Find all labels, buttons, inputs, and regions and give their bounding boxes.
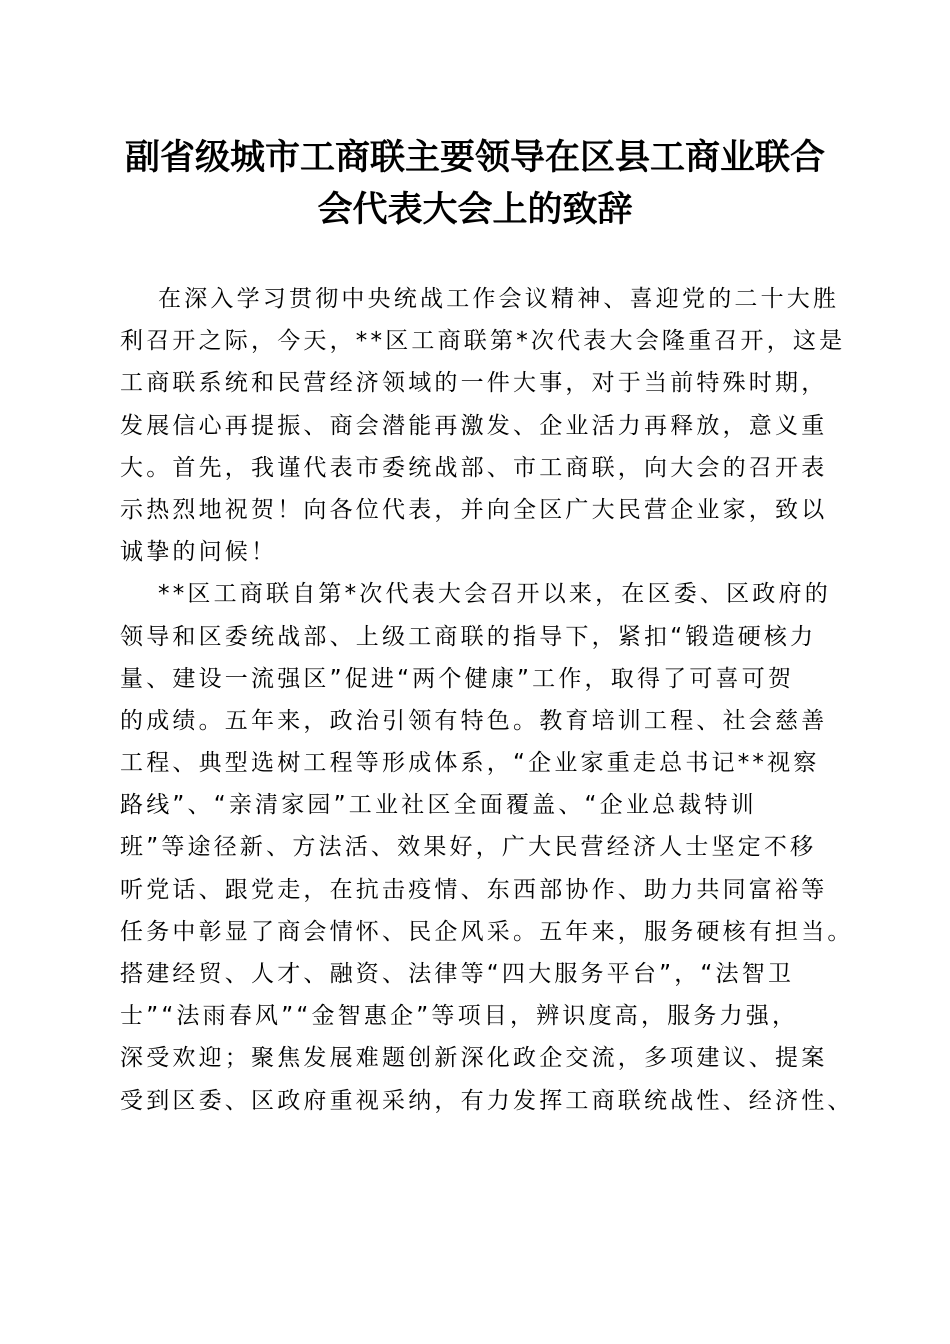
paragraph-2-line: 量、建设一流强区”促进“两个健康”工作，取得了可喜可贺 — [120, 665, 795, 692]
document-body — [120, 278, 854, 1122]
paragraph-1-line: 发展信心再提振、商会潜能再激发、企业活力再释放，意义重 — [120, 412, 828, 439]
paragraph-2-line: 工程、典型选树工程等形成体系，“企业家重走总书记**视察 — [120, 750, 820, 777]
paragraph-2-line: 班”等途径新、方法活、效果好，广大民营经济人士坚定不移 — [120, 834, 817, 861]
paragraph-2-line: 任务中彰显了商会情怀、民企风采。五年来，服务硬核有担当。 — [120, 918, 854, 945]
paragraph-2-line: 搭建经贸、人才、融资、法律等“四大服务平台”，“法智卫 — [120, 961, 795, 987]
paragraph-2-line: **区工商联自第*次代表大会召开以来，在区委、区政府的 — [158, 581, 831, 608]
paragraph-2-line: 路线”、“亲清家园”工业社区全面覆盖、“企业总裁特训 — [120, 792, 757, 819]
paragraph-1-line: 示热烈地祝贺！向各位代表，并向全区广大民营企业家，致以 — [120, 496, 828, 523]
document-title — [100, 132, 850, 236]
paragraph-1-line: 大。首先，我谨代表市委统战部、市工商联，向大会的召开表 — [120, 454, 828, 481]
title-line-1: 副省级城市工商联主要领导在区县工商业联合 — [124, 137, 825, 178]
paragraph-2-line: 领导和区委统战部、上级工商联的指导下，紧扣“锻造硬核力 — [120, 623, 817, 650]
paragraph-1-line: 诚挚的问候！ — [120, 539, 278, 566]
paragraph-2-line: 的成绩。五年来，政治引领有特色。教育培训工程、社会慈善 — [120, 707, 828, 734]
paragraph-1-line: 在深入学习贯彻中央统战工作会议精神、喜迎党的二十大胜 — [158, 286, 840, 312]
paragraph-2-line: 士”“法雨春风”“金智惠企”等项目，辨识度高，服务力强， — [120, 1003, 799, 1030]
paragraph-2-line: 听党话、跟党走，在抗击疫情、东西部协作、助力共同富裕等 — [120, 876, 828, 903]
paragraph-2-line: 深受欢迎；聚焦发展难题创新深化政企交流，多项建议、提案 — [120, 1045, 828, 1072]
paragraph-1-line: 工商联系统和民营经济领域的一件大事，对于当前特殊时期， — [120, 370, 828, 397]
title-line-2: 会代表大会上的致辞 — [317, 189, 633, 230]
paragraph-2-line: 受到区委、区政府重视采纳，有力发挥工商联统战性、经济性、 — [120, 1087, 854, 1114]
paragraph-1-line: 利召开之际，今天，**区工商联第*次代表大会隆重召开，这是 — [120, 328, 846, 355]
